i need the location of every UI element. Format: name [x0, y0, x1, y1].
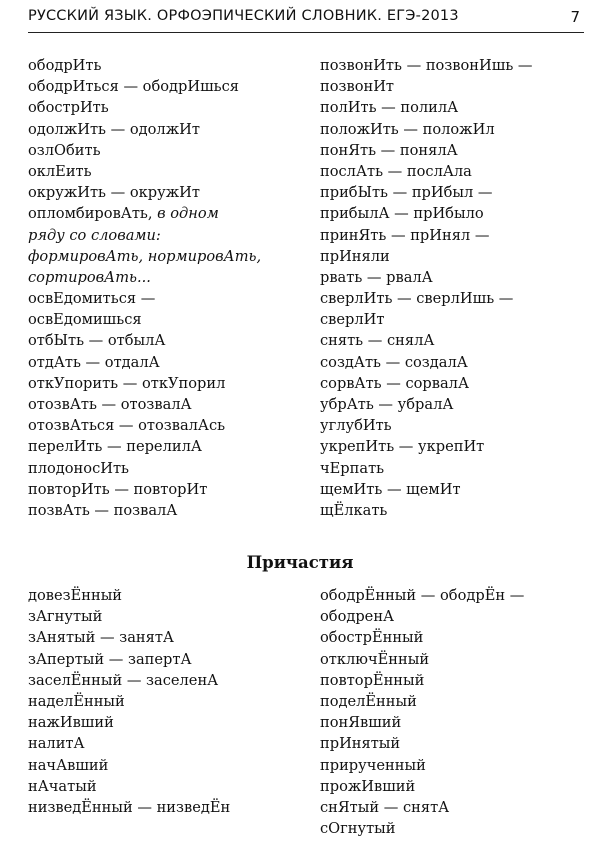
usage-note: формировАть, нормировАть, [28, 247, 262, 265]
list-item: сорвАть — сорвалА [320, 374, 470, 392]
list-item: повторЁнный [320, 671, 425, 689]
verbs-right-column [320, 55, 533, 521]
list-item: одолжИть — одолжИт [28, 120, 200, 138]
section-heading: Причастия [246, 553, 354, 572]
list-item: прибЫть — прИбыл — [320, 184, 493, 202]
list-item: сОгнутый [320, 820, 396, 838]
list-item: прИнятый [320, 735, 401, 753]
list-item: плодоносИть [28, 459, 129, 477]
participles-right-column [320, 585, 524, 839]
usage-note: сортировАть... [28, 268, 151, 286]
page-header [28, 6, 584, 33]
list-item [28, 246, 261, 267]
list-item: послАть — послАла [320, 162, 472, 180]
list-item: нажИвший [28, 714, 114, 732]
list-item: зАнятый — занятА [28, 629, 174, 647]
list-item: освЕдомишься [28, 311, 142, 329]
verbs-left-column [28, 55, 261, 521]
list-item: позвонИт [320, 78, 395, 96]
list-item: обострИть [28, 99, 109, 117]
list-item: ободрИть [28, 57, 102, 74]
list-item: заселЁнный — заселенА [28, 671, 219, 689]
list-item: прирученный [320, 756, 426, 774]
list-item: ободрИться — ободрИшься [28, 78, 239, 96]
list-item: прибылА — прИбыло [320, 205, 484, 223]
list-item: щемИть — щемИт [320, 480, 461, 498]
list-item: ободренА [320, 608, 395, 626]
page-number: 7 [570, 8, 580, 26]
list-item [28, 267, 261, 288]
list-item: довезЁнный [28, 587, 123, 604]
list-item: создАть — создалА [320, 353, 468, 371]
list-item: окружИть — окружИт [28, 184, 200, 202]
list-item: озлОбить [28, 141, 101, 159]
list-item: отдАть — отдалА [28, 353, 160, 371]
list-item: убрАть — убралА [320, 396, 454, 413]
list-item [28, 225, 261, 246]
list-item: откУпорить — откУпорил [28, 374, 226, 392]
list-item: позвАть — позвалА [28, 501, 178, 519]
list-item: ободрЁнный — ободрЁн — [320, 587, 525, 604]
participles-left-column [28, 585, 230, 818]
list-item: принЯть — прИнял — [320, 226, 490, 244]
list-item: начАвший [28, 756, 109, 774]
list-item: обострЁнный [320, 629, 424, 647]
list-item: отбЫть — отбылА [28, 332, 166, 350]
list-item: прожИвший [320, 777, 416, 795]
usage-note: в одном [157, 205, 219, 223]
list-item: сверлИть — сверлИшь — [320, 290, 514, 308]
list-item: чЕрпать [320, 459, 385, 477]
list-item: снЯтый — снятА [320, 798, 450, 816]
list-item: нАчатый [28, 777, 97, 795]
list-item: налитА [28, 735, 85, 753]
list-item: освЕдомиться — [28, 290, 156, 308]
list-item: снять — снялА [320, 332, 435, 350]
list-item: отозвАть — отозвалА [28, 396, 192, 413]
list-item: перелИть — перелилА [28, 438, 202, 456]
list-item: поделЁнный [320, 692, 417, 710]
list-item: положИть — положИл [320, 120, 495, 138]
list-item: щЁлкать [320, 501, 388, 519]
list-item: рвать — рвалА [320, 268, 433, 286]
list-item: полИть — полилА [320, 99, 459, 117]
list-item: прИняли [320, 247, 390, 265]
list-item: зАгнутый [28, 608, 103, 626]
list-item: оклЕить [28, 162, 92, 180]
list-item: укрепИть — укрепИт [320, 438, 485, 456]
usage-note: ряду со словами: [28, 226, 161, 244]
header-title: РУССКИЙ ЯЗЫК. ОРФОЭПИЧЕСКИЙ СЛОВНИК. ЕГЭ-2013 [28, 8, 459, 24]
list-item: углубИть [320, 417, 392, 435]
list-item: понЯвший [320, 714, 402, 732]
list-item: повторИть — повторИт [28, 480, 208, 498]
list-item: отключЁнный [320, 650, 430, 668]
list-item: наделЁнный [28, 692, 125, 710]
list-item: опломбировАть, в одном [28, 205, 219, 223]
list-item: низведЁнный — низведЁн [28, 798, 231, 816]
list-item: понЯть — понялА [320, 141, 458, 159]
list-item: сверлИт [320, 311, 385, 329]
list-item: позвонИть — позвонИшь — [320, 57, 533, 74]
list-item: зАпертый — запертА [28, 650, 192, 668]
list-item: отозвАться — отозвалАсь [28, 417, 226, 435]
